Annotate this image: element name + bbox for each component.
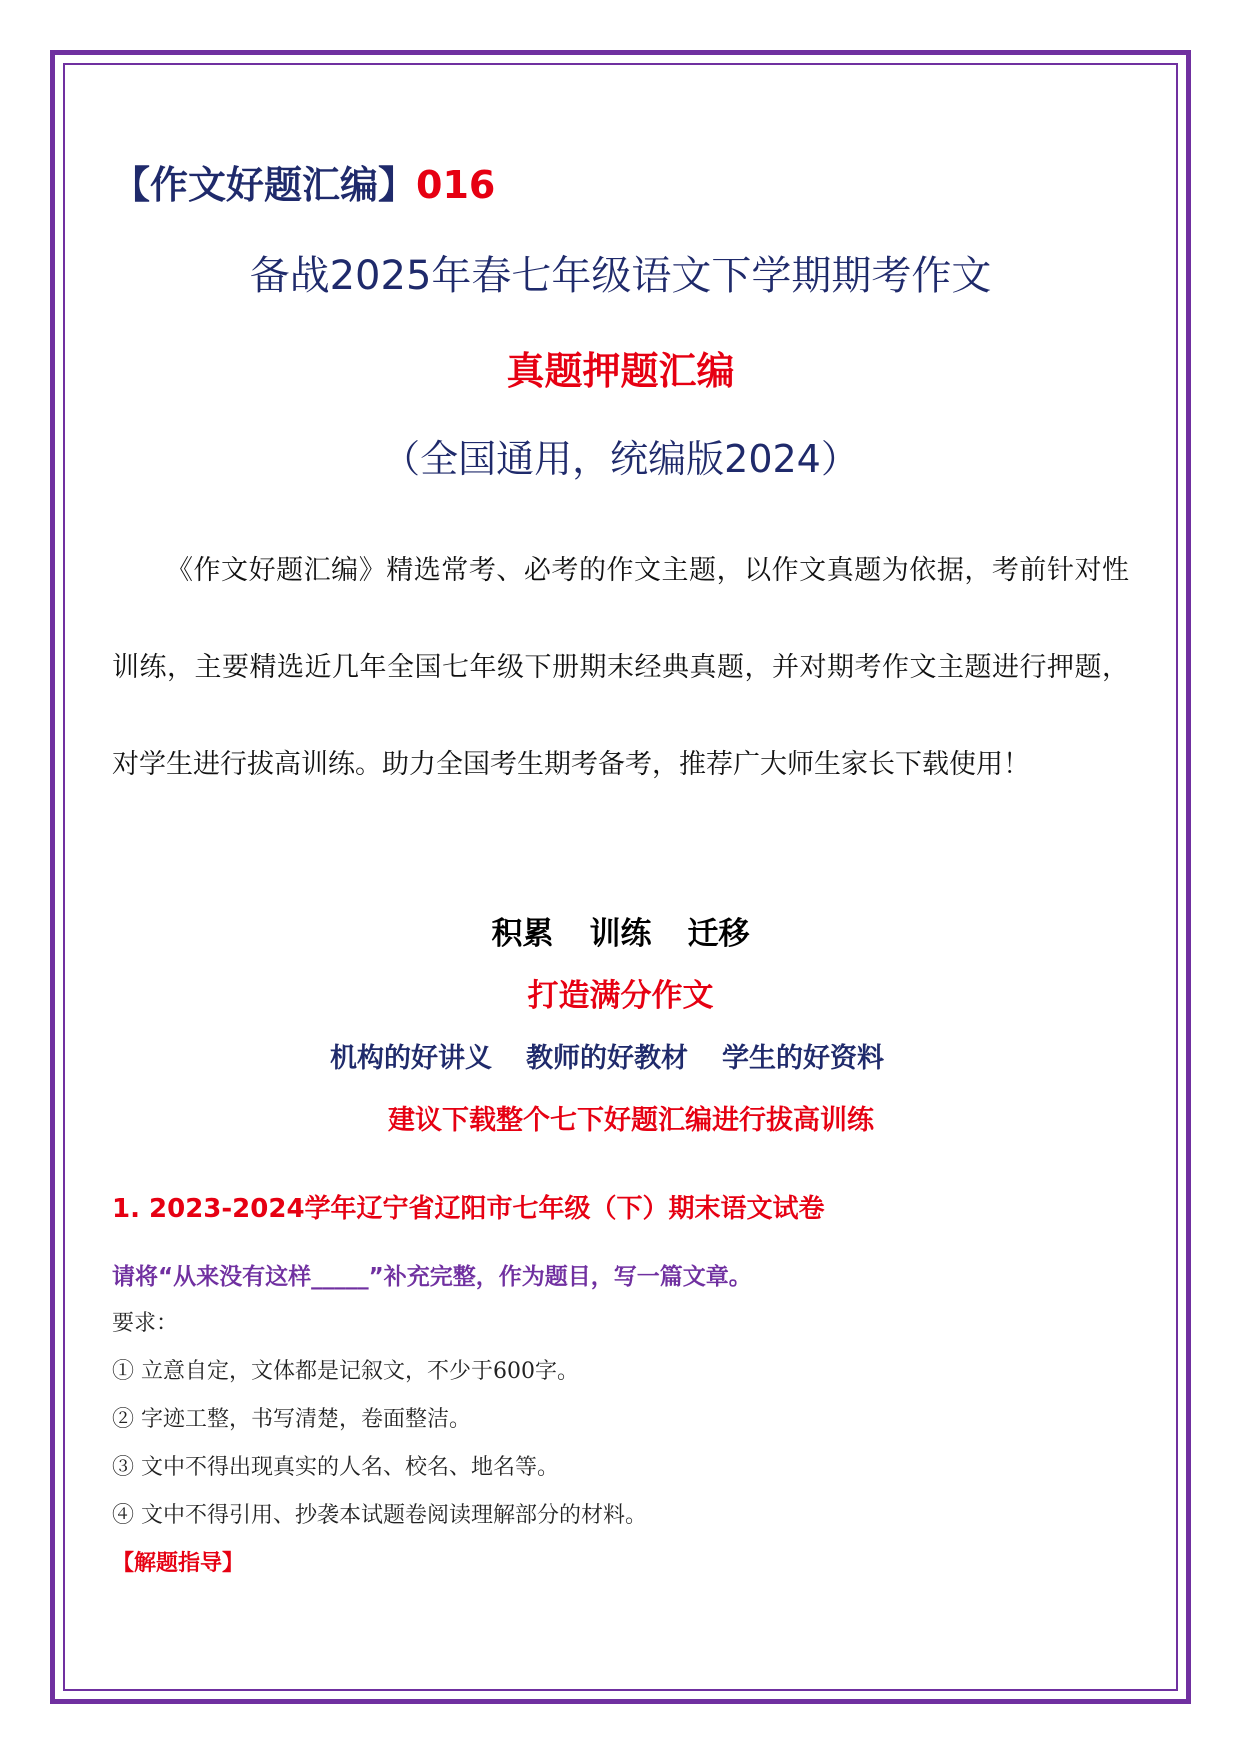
intro-paragraph: 《作文好题汇编》精选常考、必考的作文主题，以作文真题为依据，考前针对性训练，主要精选近几年全国七年级下册期末经典真题，并对期考作文主题进行押题，对学生进行拔高训练。助力全国考生期考备考，推荐广大师生家长下载使用！ [112,555,1129,780]
requirement-item: ① 立意自定，文体都是记叙文，不少于600字。 [112,1359,579,1384]
tagline-pillars [0,908,1241,953]
edition-note: （全国通用，统编版2024） [382,437,859,481]
tagline-audience-item: 机构的好讲义 [330,1043,492,1074]
sub-title: 真题押题汇编 [506,349,735,393]
series-title-label: 【作文好题汇编】 [112,163,417,207]
question-prompt: 请将“从来没有这样_____”补充完整，作为题目，写一篇文章。 [112,1264,752,1290]
question-heading: 1. 2023-2024学年辽宁省辽阳市七年级（下）期末语文试卷 [112,1194,825,1224]
requirement-item: ③ 文中不得出现真实的人名、校名、地名等。 [112,1455,559,1480]
series-number: 016 [416,163,496,207]
tagline-pillar: 训练 [589,916,652,952]
requirements-label: 要求： [112,1311,179,1336]
requirement-item: ② 字迹工整，书写清楚，卷面整洁。 [112,1407,471,1432]
page-border-inner [63,63,1178,1691]
tagline-audience-item: 学生的好资料 [722,1043,884,1074]
series-title [112,154,495,209]
guide-label: 【解题指导】 [112,1551,245,1576]
main-title: 备战2025年春七年级语文下学期期考作文 [249,253,992,299]
tagline-audience-item: 教师的好教材 [526,1043,688,1074]
tagline-recommendation: 建议下载整个七下好题汇编进行拔高训练 [388,1105,874,1136]
tagline-audience [330,1036,884,1075]
tagline-slogan: 打造满分作文 [527,978,714,1014]
tagline-pillar: 积累 [491,916,554,952]
tagline-pillar: 迁移 [687,916,750,952]
requirement-item: ④ 文中不得引用、抄袭本试题卷阅读理解部分的材料。 [112,1503,647,1528]
